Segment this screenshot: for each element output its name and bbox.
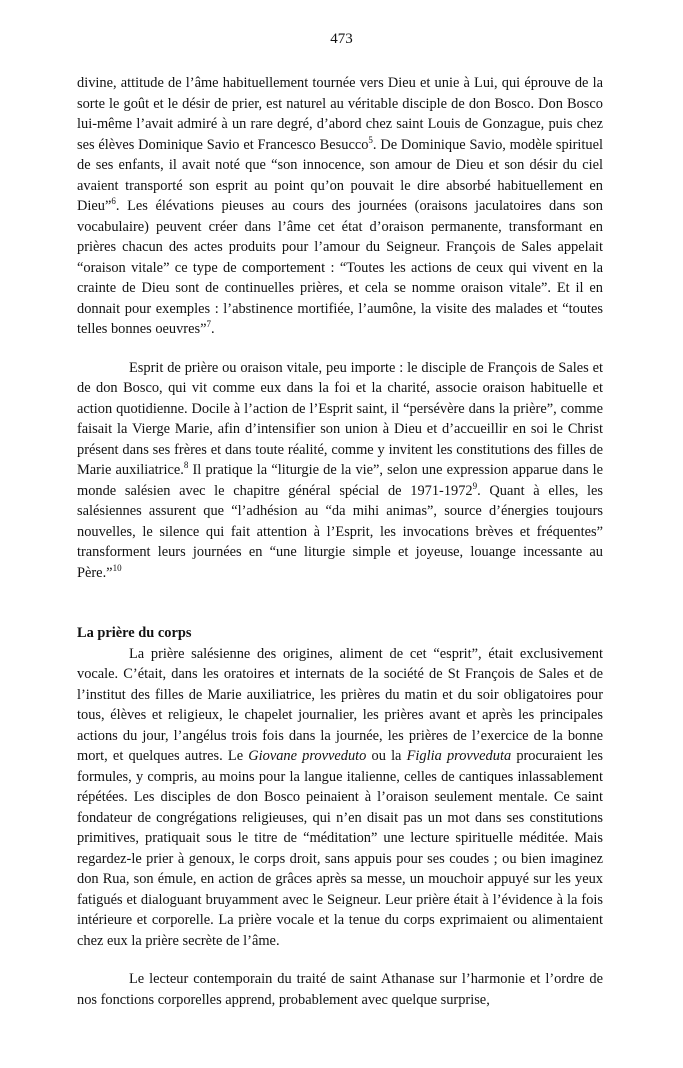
text-run: ou la [366,748,407,764]
section-heading: La prière du corps [77,625,192,641]
text-run: La prière salésienne des origines, aliment de cet “esprit”, était exclusivement vocale. C’était, dans les oratoires et internats de la société de St François de Sales et de l’institut des filles de Marie auxiliatrice, les prières du matin et du soir obligatoires pour tous, élèves et religieux, le chapelet journalier, les prières avant et après les principales actions du jour, l’angélus trois fois dans la journée, les prières de l’exercice de la bonne mort, et quelques autres. Le [77,645,603,764]
text-run: . [210,321,215,337]
footnote-ref-10[interactable]: 10 [112,562,122,573]
text-run: . De Dominique Savio, modèle spirituel de ses enfants, il avait noté que “son innocence, son amour de Dieu et son désir du ciel avaient transporté son esprit au point qu’on pouvait le dire absorbé habituellement en Dieu” [77,136,604,214]
footnote-ref-9[interactable]: 9 [472,480,478,491]
text-run: Esprit de prière ou oraison vitale, peu importe : le disciple de François de Sales et de don Bosco, qui vit comme eux dans la foi et la charité, associe oraison habituelle et action quotidienne. Docile à l’action de l’Esprit saint, il “persévère dans la prière”, comme faisait la Vierge Marie, afin d’intensifier son union à Dieu et d’accueillir en soi le Christ présent dans ses frères et dans toute réalité, comme y invitent les constitutions des filles de Marie auxiliatrice. [77,359,603,478]
body-text [77,73,603,1010]
paragraph-3 [77,644,603,952]
footnote-ref-6[interactable]: 6 [111,196,116,207]
text-run: procuraient les formules, y compris, au moins pour la langue italienne, celles de cantiques inlassablement répétées. Les disciples de don Bosco peinaient à l’oraison seulement mentale. Ce saint fondateur de congrégations religieuses, qui n’en disait pas un mot dans ses constitutions primitives, pratiquait sous le titre de “méditation” une lecture spirituelle méditée. Mais regardez-le prier à genoux, le corps droit, sans appuis pour ses coudes ; ou bien imaginez don Rua, son émule, en action de grâces après sa messe, un mouchoir appuyé sur les yeux fatigués et dialoguant bruyamment avec le Seigneur. Leur prière était à l’évidence à la fois intérieure et corporelle. La prière vocale et la tenue du corps exprimaient ou alimentaient chez eux la prière secrète de l’âme. [77,748,603,949]
text-run: Le lecteur contemporain du traité de saint Athanase sur l’harmonie et l’ordre de nos fonctions corporelles apprend, probablement avec quelque surprise, [77,971,603,1008]
paragraph-1 [77,73,603,340]
paragraph-2 [77,358,603,584]
paragraph-4 [77,969,603,1010]
footnote-ref-8[interactable]: 8 [183,460,189,471]
footnote-ref-5[interactable]: 5 [368,134,373,145]
text-run: . Quant à elles, les salésiennes assurent que “l’adhésion au “da mihi animas”, source d’énergies toujours nouvelles, le silence qui fait attention à l’Esprit, les invocations brèves et fréquentes” transforment leurs journées en “une liturgie simple et joyeuse, louange incessante au Père.” [77,482,603,581]
footnote-ref-7[interactable]: 7 [206,319,211,330]
text-run: divine, attitude de l’âme habituellement tournée vers Dieu et unie à Lui, qui éprouve de la sorte le goût et le désir de prier, est naturel au véritable disciple de don Bosco. Don Bosco lui-même l’avait admiré à un rare degré, d’abord chez saint Louis de Gonzague, puis chez ses élèves Dominique Savio et Francesco Besucco [77,75,603,153]
page-number: 473 [330,31,353,47]
text-run: Il pratique la “liturgie de la vie”, selon une expression apparue dans le monde salésien avec le chapitre général spécial de 1971-1972 [77,462,603,499]
italic-title-giovane-provveduto: Giovane provveduto [248,748,367,764]
italic-title-figlia-provveduta: Figlia provveduta [406,748,512,764]
text-run: . Les élévations pieuses au cours des journées (oraisons jaculatoires dans son vocabulaire) peuvent créer dans l’âme cet état d’oraison permanente, transformant en prières chacun des actes produits pour l’amour du Seigneur. François de Sales appelait “oraison vitale” ce type de comportement : “Toutes les actions de ceux qui vivent en la crainte de Dieu sont de continuelles prières, et cela se nomme oraison vitale”. Et il en donnait pour exemples : l’abstinence mortifiée, l’aumône, la visite des malades et “toutes telles bonnes oeuvres” [77,198,603,337]
